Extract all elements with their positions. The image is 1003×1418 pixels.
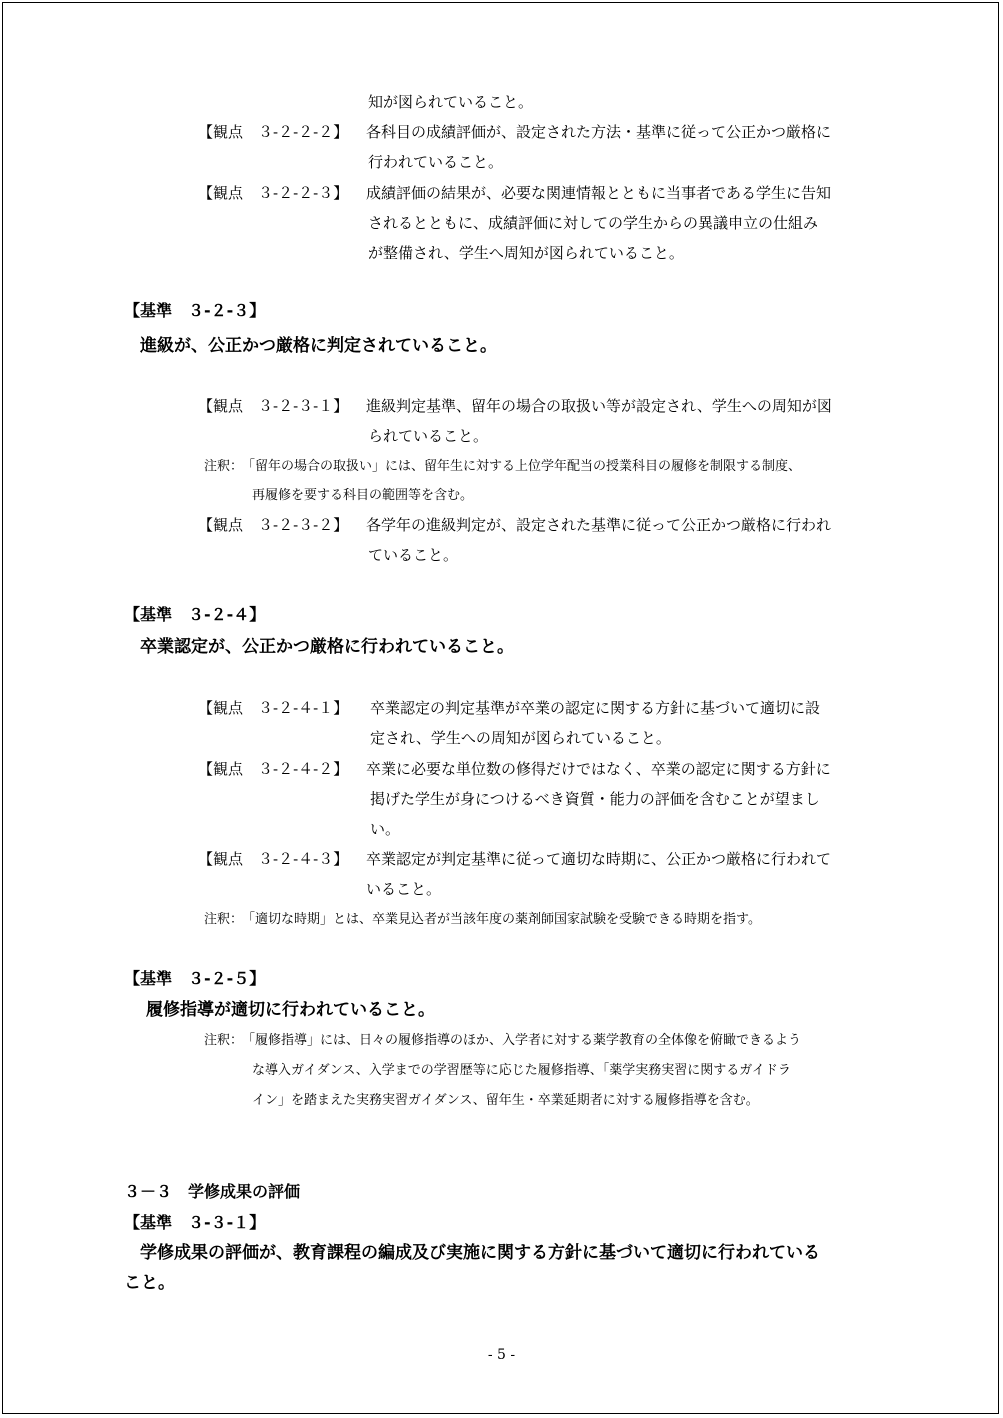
- note-3231-line-1: 「留年の場合の取扱い」には、留年生に対する上位学年配当の授業科目の履修を制限する制度、: [242, 459, 802, 474]
- kanten-3242-line-2: 掲げた学生が身につけるべき資質・能力の評価を含むことが望まし: [370, 790, 820, 808]
- kanten-3223-line-3: が整備され、学生へ周知が図られていること。: [368, 244, 684, 262]
- kanten-3242-line-3: い。: [370, 820, 401, 838]
- kijun-331-label: 【基準 ３-３-１】: [124, 1213, 266, 1232]
- kanten-3231-label: 【観点 ３-２-３-１】: [198, 397, 349, 415]
- kanten-3222-line-2: 行われていること。: [368, 153, 504, 171]
- kijun-323-label: 【基準 ３-２-３】: [124, 301, 266, 320]
- note-3243-line-1: 「適切な時期」とは、卒業見込者が当該年度の薬剤師国家試験を受験できる時期を指す。: [242, 912, 761, 927]
- note-3231-line-2: 再履修を要する科目の範囲等を含む。: [252, 488, 474, 503]
- kijun-325-title: 履修指導が適切に行われていること。: [146, 1000, 435, 1020]
- section-33-heading: ３－３ 学修成果の評価: [124, 1182, 301, 1201]
- kanten-3223-line-2: されるとともに、成績評価に対しての学生からの異議申立の仕組み: [368, 214, 819, 232]
- kanten-3221-tail: 知が図られていること。: [368, 93, 534, 111]
- kanten-3243-line-2: いること。: [366, 880, 442, 898]
- kanten-3232-line-2: ていること。: [368, 546, 459, 564]
- note-325-line-3: イン」を踏まえた実務実習ガイダンス、留年生・卒業延期者に対する履修指導を含む。: [252, 1093, 759, 1108]
- kanten-3241-label: 【観点 ３-２-４-１】: [198, 699, 349, 717]
- note-325-line-1: 「履修指導」には、日々の履修指導のほか、入学者に対する薬学教育の全体像を俯瞰できるよう: [242, 1033, 802, 1048]
- kijun-331-line-1: 学修成果の評価が、教育課程の編成及び実施に関する方針に基づいて適切に行われている: [140, 1243, 820, 1263]
- kanten-3232-label: 【観点 ３-２-３-２】: [198, 516, 349, 534]
- note-3231-label: 注釈：: [204, 459, 244, 474]
- kanten-3231-line-1: 進級判定基準、留年の場合の取扱い等が設定され、学生への周知が図: [366, 397, 832, 415]
- kanten-3241-line-1: 卒業認定の判定基準が卒業の認定に関する方針に基づいて適切に設: [370, 699, 821, 717]
- note-325-label: 注釈：: [204, 1033, 244, 1048]
- kanten-3223-line-1: 成績評価の結果が、必要な関連情報とともに当事者である学生に告知: [366, 184, 832, 202]
- kijun-331-line-2: こと。: [124, 1273, 175, 1293]
- kanten-3231-line-2: られていること。: [368, 427, 489, 445]
- kijun-324-title: 卒業認定が、公正かつ厳格に行われていること。: [140, 637, 514, 657]
- kanten-3241-line-2: 定され、学生への周知が図られていること。: [370, 729, 671, 747]
- note-325-line-2: な導入ガイダンス、入学までの学習歴等に応じた履修指導、「薬学実務実習に関するガイドラ: [252, 1063, 791, 1078]
- kanten-3242-label: 【観点 ３-２-４-２】: [198, 760, 349, 778]
- kanten-3222-line-1: 各科目の成績評価が、設定された方法・基準に従って公正かつ厳格に: [366, 123, 832, 141]
- kanten-3243-line-1: 卒業認定が判定基準に従って適切な時期に、公正かつ厳格に行われて: [366, 850, 832, 868]
- kijun-325-label: 【基準 ３-２-５】: [124, 969, 266, 988]
- kanten-3243-label: 【観点 ３-２-４-３】: [198, 850, 349, 868]
- kanten-3232-line-1: 各学年の進級判定が、設定された基準に従って公正かつ厳格に行われ: [366, 516, 832, 534]
- kanten-3222-label: 【観点 ３-２-２-２】: [198, 123, 349, 141]
- kijun-323-title: 進級が、公正かつ厳格に判定されていること。: [140, 336, 497, 356]
- kanten-3242-line-1: 卒業に必要な単位数の修得だけではなく、卒業の認定に関する方針に: [366, 760, 831, 778]
- page-number: - 5 -: [487, 1347, 516, 1363]
- kanten-3223-label: 【観点 ３-２-２-３】: [198, 184, 349, 202]
- kijun-324-label: 【基準 ３-２-４】: [124, 605, 266, 624]
- note-3243-label: 注釈：: [204, 912, 244, 927]
